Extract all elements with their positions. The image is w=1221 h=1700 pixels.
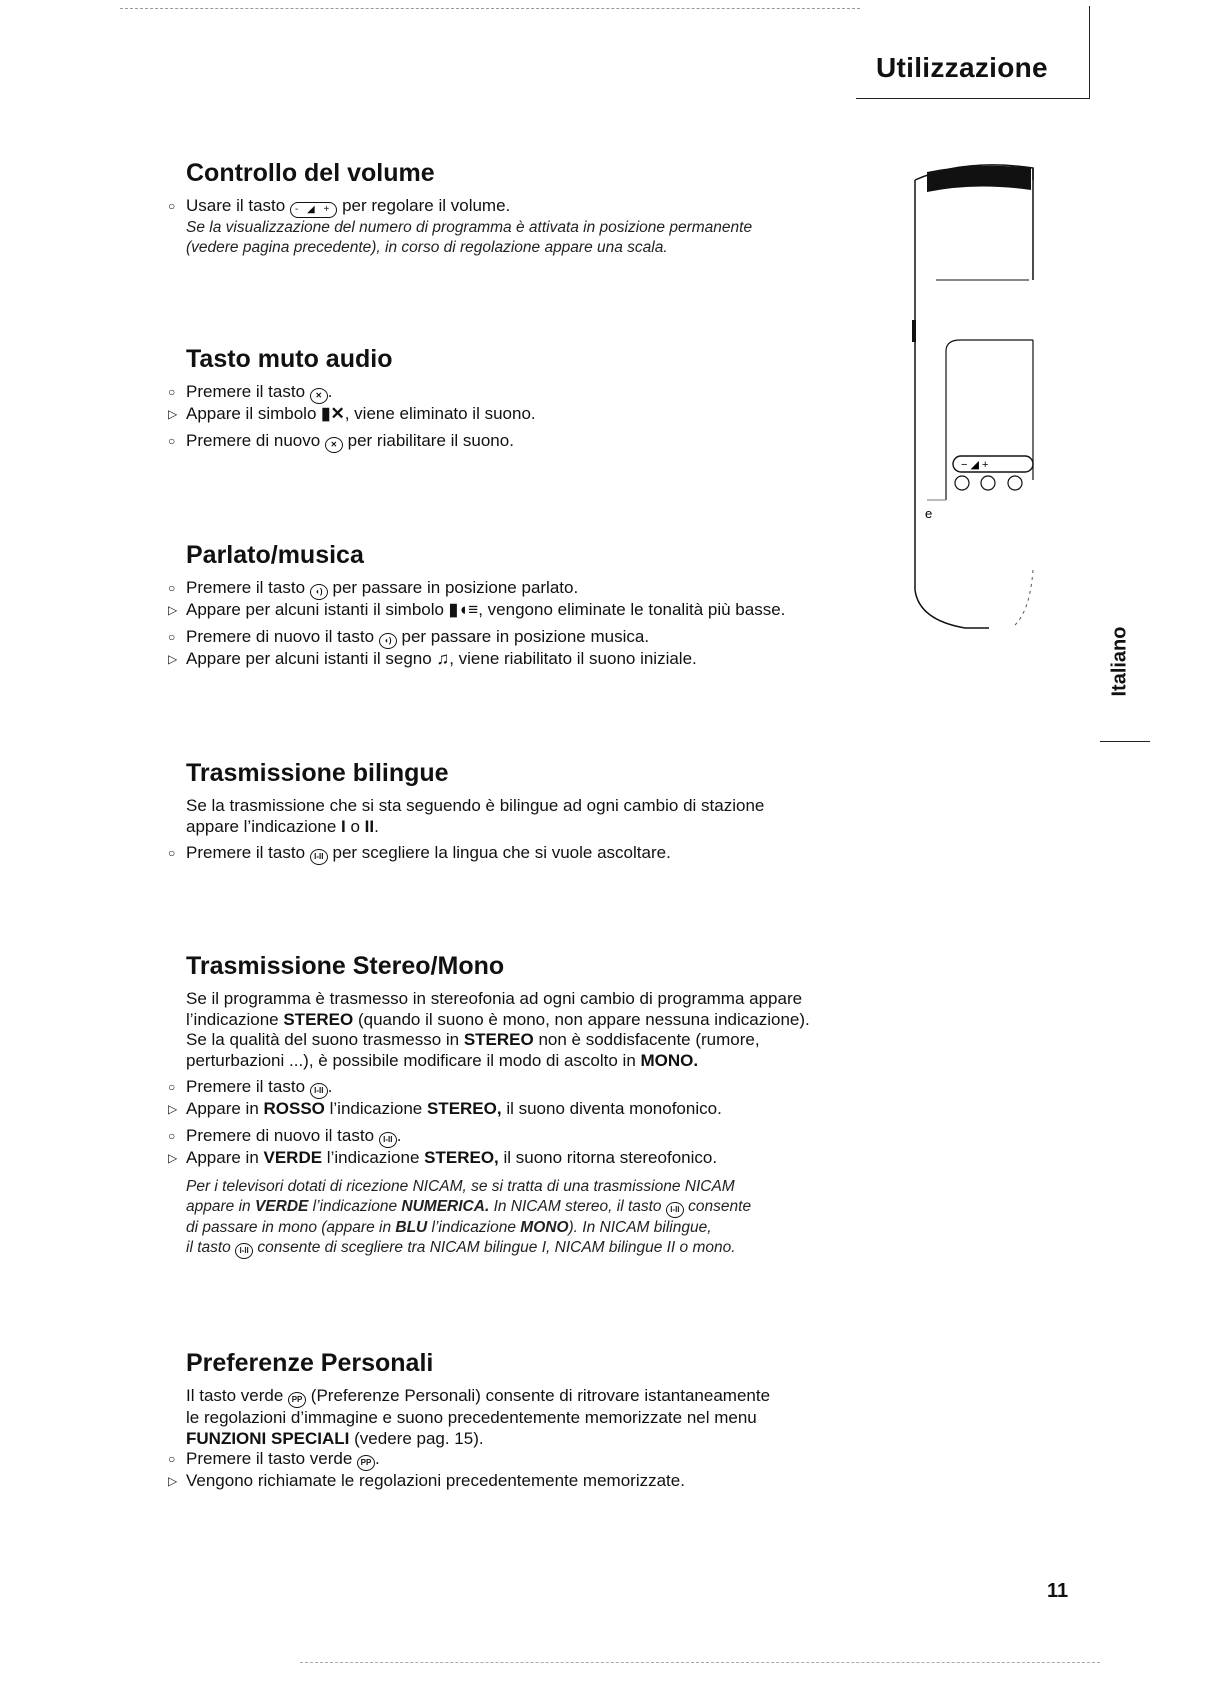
arrow-right-icon: ▷	[168, 407, 178, 421]
mute-button-icon: ✕	[325, 437, 343, 453]
arrow-right-icon: ▷	[168, 651, 178, 666]
bullet-circle-icon: ○	[168, 1452, 176, 1466]
section-bilingual	[168, 758, 888, 865]
text: non è soddisfacente (rumore,	[533, 1030, 760, 1049]
bullet-circle-icon: ○	[168, 199, 176, 213]
bold-term: VERDE	[254, 1198, 309, 1215]
dual-button-icon: I-II	[666, 1202, 684, 1218]
text-line	[168, 1010, 888, 1031]
bold-term: STEREO	[463, 1030, 534, 1049]
bold-term: I	[341, 816, 346, 836]
scan-artifact	[120, 8, 860, 11]
bold-term: II	[364, 816, 375, 836]
instruction-step	[168, 1077, 888, 1099]
text-line	[168, 796, 888, 817]
text: appare in	[186, 1198, 255, 1215]
text-line	[168, 1051, 888, 1072]
text: Appare in	[186, 1099, 264, 1118]
dual-button-icon: I-II	[379, 1132, 397, 1148]
text: per regolare il volume.	[337, 196, 511, 215]
remote-control-illustration	[905, 150, 1045, 645]
text: Se la trasmissione che si sta seguendo è bilingue ad ogni cambio di stazione	[186, 796, 765, 815]
text: Appare per alcuni istanti il segno	[186, 648, 437, 668]
text: , viene eliminato il suono.	[344, 404, 536, 423]
text: (quando il suono è mono, non appare nessuna indicazione).	[353, 1009, 810, 1029]
text: Premere il tasto verde	[186, 1449, 358, 1468]
text: Premere il tasto	[186, 843, 310, 862]
page-header-title: Utilizzazione	[876, 52, 1048, 83]
text: per passare in posizione parlato.	[327, 578, 579, 597]
pp-button-icon: PP	[288, 1392, 306, 1408]
section-speech-music	[168, 540, 888, 669]
bold-term: FUNZIONI SPECIALI	[186, 1428, 350, 1448]
page-number: 11	[1047, 1580, 1069, 1602]
text: Se il programma è trasmesso in stereofonia ad ogni cambio di programma appare	[186, 989, 803, 1008]
text: il tasto	[186, 1239, 236, 1256]
note-line	[168, 238, 888, 258]
text-line	[168, 989, 888, 1010]
text: (vedere pag. 15).	[349, 1428, 484, 1448]
text-line	[168, 1386, 888, 1408]
section-heading: Trasmissione Stereo/Mono	[186, 952, 505, 980]
text: il suono ritorna stereofonico.	[498, 1147, 718, 1167]
text: l’indicazione	[186, 1009, 284, 1029]
bullet-circle-icon: ○	[168, 433, 176, 448]
bold-term: NUMERICA.	[401, 1198, 490, 1215]
bullet-circle-icon: ○	[168, 629, 176, 644]
text: .	[327, 1077, 333, 1096]
text: .	[374, 816, 379, 836]
text: di passare in mono (appare in	[186, 1219, 396, 1236]
text: Premere il tasto	[186, 382, 310, 401]
text: In NICAM stereo, il tasto	[489, 1198, 666, 1215]
dual-button-icon: I-II	[235, 1243, 253, 1259]
bullet-circle-icon: ○	[168, 1128, 176, 1143]
scan-artifact	[300, 1662, 1100, 1665]
instruction-step	[168, 431, 888, 453]
dual-button-icon: I-II	[310, 849, 328, 865]
text: Vengono richiamate le regolazioni precedentemente memorizzate.	[186, 1471, 685, 1490]
text-line	[168, 1429, 888, 1450]
language-side-tab	[1100, 612, 1140, 712]
note-line	[168, 1197, 888, 1218]
text: perturbazioni ...), è possibile modificare il modo di ascolto in	[186, 1050, 641, 1070]
mute-button-icon: ✕	[310, 388, 328, 404]
note-line	[168, 1238, 888, 1259]
text-line	[168, 817, 888, 838]
section-mute	[168, 344, 888, 453]
instruction-step	[168, 382, 888, 404]
text: appare l’indicazione	[186, 816, 341, 836]
note-line	[168, 1177, 888, 1197]
speech-symbol-icon: ▮◖≡	[448, 600, 479, 619]
text: (vedere pagina precedente), in corso di regolazione appare una scala.	[186, 239, 668, 256]
bold-term: VERDE	[263, 1147, 323, 1167]
text-line	[168, 1408, 888, 1429]
text: Il tasto verde	[186, 1386, 289, 1405]
text: l’indicazione	[324, 1099, 427, 1118]
music-symbol-icon: ♫	[436, 648, 450, 668]
arrow-right-icon: ▷	[168, 603, 178, 617]
text: l’indicazione	[308, 1198, 402, 1215]
text: Se la visualizzazione del numero di programma è attivata in posizione permanente	[186, 219, 753, 236]
section-heading: Trasmissione bilingue	[186, 759, 449, 787]
text: Usare il tasto	[186, 196, 290, 215]
bullet-circle-icon: ○	[168, 385, 176, 399]
text: Premere di nuovo il tasto	[186, 1125, 379, 1145]
arrow-right-icon: ▷	[168, 1474, 178, 1488]
header-divider	[856, 98, 1090, 99]
section-heading: Preferenze Personali	[186, 1349, 434, 1377]
text: Premere di nuovo	[186, 430, 325, 450]
result-line	[168, 1148, 888, 1169]
text: l’indicazione	[427, 1219, 521, 1236]
text: Premere di nuovo il tasto	[186, 626, 379, 646]
text-line	[168, 1030, 888, 1051]
bold-term: STEREO,	[426, 1099, 502, 1118]
section-personal-preferences	[168, 1348, 888, 1492]
arrow-right-icon: ▷	[168, 1150, 178, 1165]
instruction-step	[168, 627, 888, 649]
text: , vengono eliminate le tonalità più basse.	[478, 600, 786, 619]
svg-text:− ◢ +: − ◢ +	[961, 459, 989, 471]
bullet-circle-icon: ○	[168, 846, 176, 860]
dual-button-icon: I-II	[310, 1083, 328, 1099]
text: l’indicazione	[322, 1147, 425, 1167]
text: ). In NICAM bilingue,	[568, 1219, 712, 1236]
svg-text:e: e	[925, 506, 933, 521]
section-heading: Controllo del volume	[186, 159, 435, 187]
instruction-step	[168, 1449, 888, 1471]
bold-term: BLU	[395, 1219, 428, 1236]
text: per riabilitare il suono.	[342, 430, 514, 450]
bullet-circle-icon: ○	[168, 581, 176, 595]
bold-term: STEREO	[283, 1009, 354, 1029]
result-line	[168, 404, 888, 425]
text: Premere il tasto	[186, 578, 310, 597]
text: il suono diventa monofonico.	[501, 1099, 722, 1118]
mute-symbol-icon: ▮✕	[321, 404, 345, 423]
instruction-step	[168, 843, 888, 865]
text: Appare il simbolo	[186, 404, 322, 423]
speech-button-icon: ◖)	[379, 633, 397, 649]
text: per passare in posizione musica.	[396, 626, 650, 646]
section-volume-control	[168, 158, 888, 258]
text: consente di scegliere tra NICAM bilingue I, NICAM bilingue II o mono.	[253, 1239, 736, 1256]
section-heading: Tasto muto audio	[186, 345, 393, 373]
arrow-right-icon: ▷	[168, 1102, 178, 1116]
bold-term: STEREO,	[424, 1147, 499, 1167]
bullet-circle-icon: ○	[168, 1080, 176, 1094]
header-vertical-rule	[1089, 6, 1090, 98]
text: Per i televisori dotati di ricezione NICAM, se si tratta di una trasmissione NICAM	[186, 1178, 735, 1195]
text: consente	[683, 1198, 752, 1215]
instruction-step	[168, 1126, 888, 1148]
result-line	[168, 1471, 888, 1492]
instruction-step	[168, 196, 888, 218]
text: .	[327, 382, 333, 401]
text: .	[375, 1449, 380, 1468]
text: .	[396, 1125, 402, 1145]
speech-button-icon: ◖)	[310, 584, 328, 600]
result-line	[168, 600, 888, 621]
pp-button-icon: PP	[357, 1455, 375, 1471]
bold-term: MONO.	[640, 1050, 699, 1070]
language-label: Italiano	[1108, 626, 1131, 697]
text: le regolazioni d’immagine e suono precedentemente memorizzate nel menu	[186, 1408, 757, 1427]
volume-button-icon: - ◢ +	[290, 202, 337, 218]
section-stereo-mono	[168, 951, 888, 1259]
bold-term: ROSSO	[263, 1099, 325, 1118]
section-heading: Parlato/musica	[186, 541, 364, 569]
note-line	[168, 1218, 888, 1238]
text: Appare in	[186, 1147, 264, 1167]
text: (Preferenze Personali) consente di ritrovare istantaneamente	[306, 1386, 771, 1405]
text: , viene riabilitato il suono iniziale.	[449, 648, 697, 668]
bold-term: MONO	[520, 1219, 569, 1236]
text: per scegliere la lingua che si vuole ascoltare.	[327, 843, 671, 862]
result-line	[168, 1099, 888, 1120]
text: Se la qualità del suono trasmesso in	[186, 1030, 464, 1049]
text: Appare per alcuni istanti il simbolo	[186, 600, 449, 619]
text: o	[345, 816, 365, 836]
text: Premere il tasto	[186, 1077, 310, 1096]
instruction-step	[168, 578, 888, 600]
note-line	[168, 218, 888, 238]
side-tab-divider	[1100, 741, 1150, 742]
result-line	[168, 649, 888, 670]
